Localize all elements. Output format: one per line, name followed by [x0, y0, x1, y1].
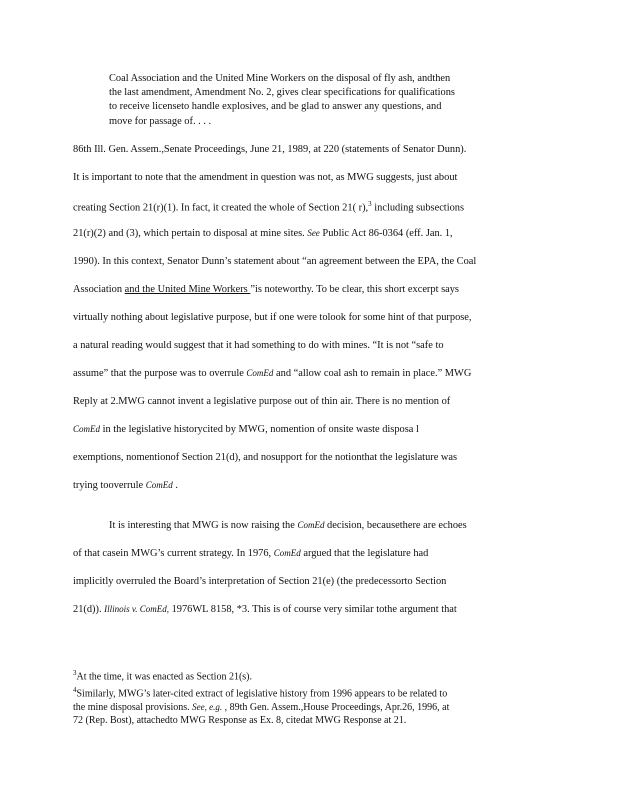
text-run: Public Act 86-0364 (eff. Jan. 1, — [319, 228, 453, 239]
text-run: including subsections — [371, 202, 465, 214]
quote-line: the last amendment, Amendment No. 2, gives clear specifications for qualifications — [109, 87, 455, 99]
text-run: creating Section 21(r)(1). In fact, it created the whole of Section 21( r), — [73, 202, 369, 214]
text-run: 1976WL 8158, *3. This is of course very similar tothe argument that — [169, 604, 457, 615]
footnote-text: At the time, it was enacted as Section 21(s). — [76, 671, 253, 683]
text-run: ”is noteworthy. To be clear, this short excerpt says — [250, 284, 459, 295]
footnote-3 — [73, 667, 533, 684]
text-run: in the legislative historycited by MWG, nomention of onsite waste disposa l — [100, 424, 419, 435]
block-quote — [109, 72, 504, 129]
quote-line: to receive licenseto handle explosives, and be glad to answer any questions, and — [109, 101, 442, 113]
footnote-text: , 89th Gen. Assem.,House Proceedings, Apr.26, 1996, at — [222, 701, 450, 713]
footnote-4-line — [73, 701, 533, 715]
text-run: 21(r)(2) and (3), which pertain to disposal at mine sites. — [73, 228, 308, 239]
body-line — [109, 520, 467, 531]
underlined-phrase: and the United Mine Workers — [124, 284, 251, 295]
body-line — [73, 480, 178, 491]
case-name: ComEd — [73, 424, 100, 434]
text-run: trying tooverrule — [73, 480, 146, 491]
text-run: and “allow coal ash to remain in place.” MWG — [273, 368, 472, 379]
text-run: of that casein MWG’s current strategy. In 1976, — [73, 548, 274, 559]
text-run: It is interesting that MWG is now raising the — [109, 520, 298, 531]
body-line — [73, 424, 419, 435]
body-line — [73, 200, 464, 213]
quote-line: Coal Association and the United Mine Workers on the disposal of fly ash, andthen — [109, 73, 451, 84]
body-line — [73, 284, 459, 295]
signal-see-eg: See, e.g. — [192, 701, 223, 712]
text-run: decision, becausethere are echoes — [324, 520, 467, 531]
case-name: ComEd — [246, 368, 274, 378]
body-line: Reply at 2.MWG cannot invent a legislative purpose out of thin air. There is no mention of — [73, 396, 451, 407]
case-citation: Illinois v. ComEd, — [104, 604, 169, 614]
body-line — [73, 604, 457, 615]
footnotes — [73, 667, 533, 728]
footnote-text: the mine disposal provisions. — [73, 701, 193, 713]
footnote-number: 4 — [73, 685, 77, 694]
case-name: ComEd — [145, 480, 173, 490]
footnote-ref: 3 — [368, 200, 372, 208]
text-run: argued that the legislature had — [300, 548, 429, 559]
body-line — [73, 228, 453, 239]
text-run: Association — [73, 284, 125, 295]
case-name: ComEd — [273, 548, 301, 558]
body-line: a natural reading would suggest that it had something to do with mines. “It is not “safe to — [73, 340, 444, 351]
text-run: 21(d)). — [73, 604, 105, 615]
footnote-4 — [73, 684, 533, 701]
body-line: implicitly overruled the Board’s interpretation of Section 21(e) (the predecessorto Section — [73, 576, 447, 587]
body-line — [73, 548, 428, 559]
text-run: assume” that the purpose was to overrule — [73, 368, 247, 379]
footnote-4-line: 72 (Rep. Bost), attachedto MWG Response as Ex. 8, citedat MWG Response at 21. — [73, 715, 407, 727]
body-line: 1990). In this context, Senator Dunn’s statement about “an agreement between the EPA, the Coal — [73, 256, 477, 267]
footnote-number: 3 — [73, 669, 77, 677]
case-name: ComEd — [297, 520, 325, 530]
body-line: It is important to note that the amendment in question was not, as MWG suggests, just about — [73, 172, 458, 183]
body-line: 86th Ill. Gen. Assem.,Senate Proceedings, June 21, 1989, at 220 (statements of Senator Dunn). — [73, 144, 467, 155]
body-line: exemptions, nomentionof Section 21(d), and nosupport for the notionthat the legislature was — [73, 452, 458, 463]
signal-see: See — [307, 228, 320, 238]
quote-line: move for passage of. . . . — [109, 115, 212, 127]
body-line: virtually nothing about legislative purpose, but if one were tolook for some hint of that purpose, — [73, 312, 472, 323]
text-run: . — [172, 480, 178, 491]
footnote-text: Similarly, MWG’s later-cited extract of legislative history from 1996 appears to be related to — [76, 688, 448, 700]
body-line — [73, 368, 471, 379]
